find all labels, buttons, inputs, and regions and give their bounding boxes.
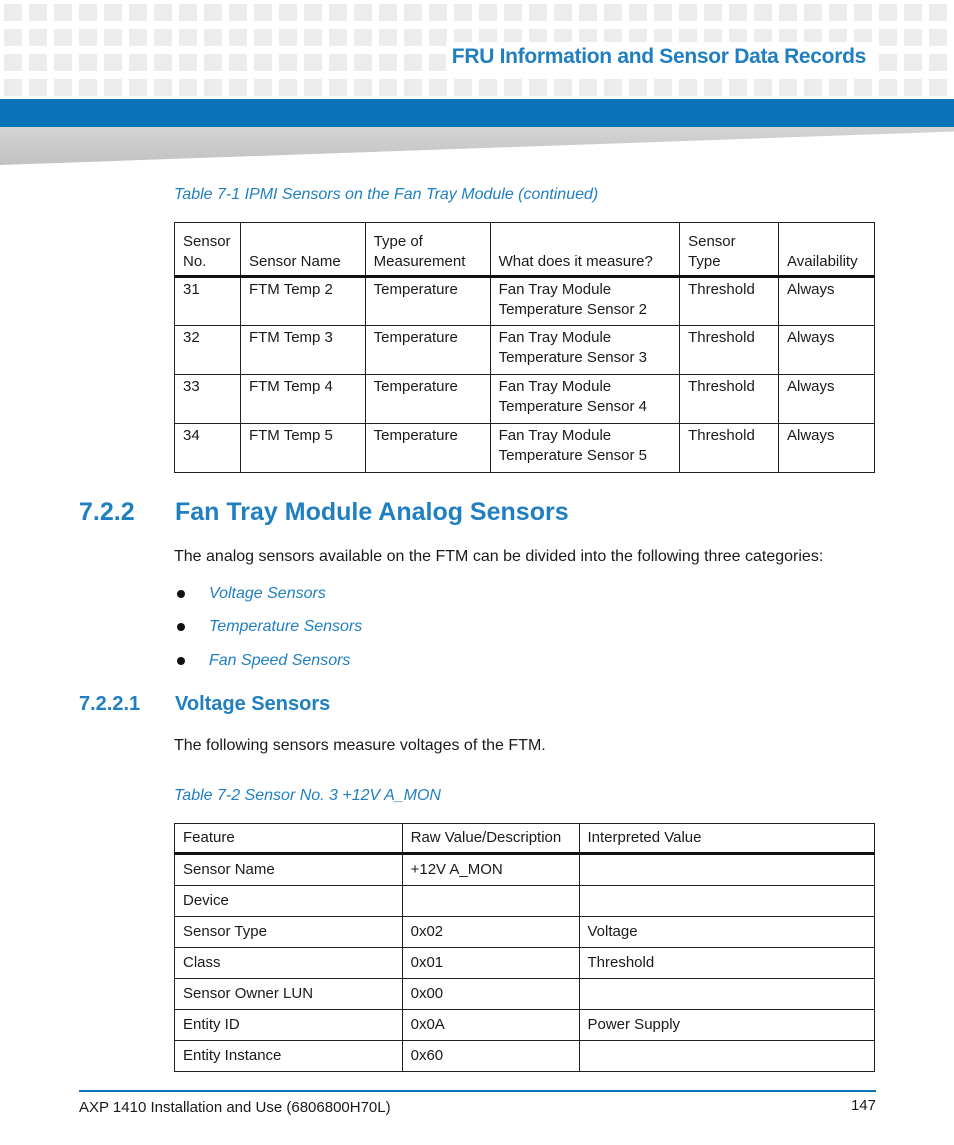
header-dot — [279, 79, 297, 96]
header-dot — [829, 79, 847, 96]
table-cell: 31 — [175, 277, 241, 326]
table-cell: Threshold — [680, 326, 779, 375]
table-cell: Sensor Owner LUN — [175, 979, 403, 1010]
table-cell: Threshold — [680, 277, 779, 326]
header-dot — [754, 4, 772, 21]
table-cell: 32 — [175, 326, 241, 375]
header-dot — [429, 29, 447, 46]
header-dot — [304, 4, 322, 21]
column-header: What does it measure? — [490, 223, 680, 277]
header-dot — [929, 54, 947, 71]
header-dot — [404, 29, 422, 46]
header-dot — [104, 4, 122, 21]
header-dot — [4, 79, 22, 96]
header-dot — [804, 79, 822, 96]
table-row — [175, 277, 875, 326]
header-dot — [929, 79, 947, 96]
table-cell — [402, 886, 579, 917]
header-dot — [179, 29, 197, 46]
category-item — [174, 611, 362, 645]
header-dot — [354, 29, 372, 46]
header-dot — [879, 4, 897, 21]
table-cell — [579, 1041, 875, 1072]
bullet-icon — [177, 623, 185, 631]
table-cell: Always — [779, 375, 875, 424]
table-row — [175, 886, 875, 917]
subsection-heading — [79, 693, 330, 716]
table-cell: Power Supply — [579, 1010, 875, 1041]
table-cell — [579, 979, 875, 1010]
table-cell: Always — [779, 424, 875, 473]
header-dot — [154, 29, 172, 46]
header-dot — [204, 79, 222, 96]
table-cell: Threshold — [579, 948, 875, 979]
header-dot — [179, 79, 197, 96]
running-header-title: FRU Information and Sensor Data Records — [446, 42, 872, 72]
table-cell: FTM Temp 3 — [240, 326, 365, 375]
header-dot — [654, 4, 672, 21]
table-cell: +12V A_MON — [402, 854, 579, 886]
table-cell: Fan Tray Module Temperature Sensor 4 — [490, 375, 680, 424]
category-item — [174, 644, 362, 678]
header-dot — [79, 54, 97, 71]
header-dot — [279, 29, 297, 46]
header-dot — [279, 54, 297, 71]
table-cell: Fan Tray Module Temperature Sensor 5 — [490, 424, 680, 473]
table-cell: 0x01 — [402, 948, 579, 979]
header-dot — [504, 79, 522, 96]
header-dot — [179, 54, 197, 71]
table-cell: 0x00 — [402, 979, 579, 1010]
table-cell: Temperature — [365, 277, 490, 326]
header-dot — [79, 4, 97, 21]
header-dot — [254, 29, 272, 46]
table-cell: Device — [175, 886, 403, 917]
header-dot — [529, 4, 547, 21]
header-dot — [454, 79, 472, 96]
table-cell: Fan Tray Module Temperature Sensor 2 — [490, 277, 680, 326]
header-dot — [929, 29, 947, 46]
table2-caption: Table 7-2 Sensor No. 3 +12V A_MON — [174, 787, 441, 804]
table-cell: Threshold — [680, 424, 779, 473]
header-dot — [629, 4, 647, 21]
header-dot — [79, 79, 97, 96]
header-dot — [604, 79, 622, 96]
header-dot — [504, 4, 522, 21]
header-dot — [129, 4, 147, 21]
header-dot — [129, 79, 147, 96]
column-header: Type of Measurement — [365, 223, 490, 277]
header-dot — [279, 4, 297, 21]
table-row — [175, 326, 875, 375]
header-dot — [4, 4, 22, 21]
header-dot — [479, 4, 497, 21]
table-cell: Class — [175, 948, 403, 979]
header-dot — [54, 4, 72, 21]
header-dot — [379, 4, 397, 21]
table-cell — [579, 854, 875, 886]
header-dot — [229, 29, 247, 46]
table-row — [175, 854, 875, 886]
header-dot — [204, 4, 222, 21]
header-dot — [329, 79, 347, 96]
section-heading — [79, 498, 569, 527]
header-dot — [229, 79, 247, 96]
table-row — [175, 948, 875, 979]
column-header: Interpreted Value — [579, 824, 875, 854]
table1-caption: Table 7-1 IPMI Sensors on the Fan Tray Module (continued) — [174, 186, 599, 203]
header-dot — [929, 4, 947, 21]
header-dot — [129, 29, 147, 46]
table-row — [175, 979, 875, 1010]
header-dot — [429, 54, 447, 71]
header-dot — [454, 4, 472, 21]
header-dot — [54, 79, 72, 96]
header-dot — [879, 29, 897, 46]
table-row — [175, 1041, 875, 1072]
header-dot — [354, 54, 372, 71]
header-dot — [404, 79, 422, 96]
ipmi-sensors-table — [174, 222, 875, 473]
table-cell: FTM Temp 4 — [240, 375, 365, 424]
header-dot — [329, 4, 347, 21]
table-cell: 34 — [175, 424, 241, 473]
bullet-icon — [177, 657, 185, 665]
header-dot — [154, 4, 172, 21]
column-header: Sensor No. — [175, 223, 241, 277]
header-dot — [104, 29, 122, 46]
section-title: Fan Tray Module Analog Sensors — [175, 498, 569, 526]
header-dot — [654, 79, 672, 96]
header-dot — [429, 4, 447, 21]
header-dot — [904, 4, 922, 21]
header-dot — [404, 4, 422, 21]
table-row — [175, 424, 875, 473]
table-cell: 0x60 — [402, 1041, 579, 1072]
header-dot — [254, 79, 272, 96]
table-cell: Entity ID — [175, 1010, 403, 1041]
header-dot — [29, 79, 47, 96]
header-dot — [154, 54, 172, 71]
header-dot — [529, 79, 547, 96]
header-dot — [804, 4, 822, 21]
table-cell: 0x0A — [402, 1010, 579, 1041]
table-row — [175, 375, 875, 424]
footer-document-title: AXP 1410 Installation and Use (6806800H70L) — [79, 1099, 391, 1116]
header-dot — [379, 54, 397, 71]
header-dot — [354, 79, 372, 96]
table-cell: Always — [779, 326, 875, 375]
header-dot — [779, 4, 797, 21]
header-dot — [54, 29, 72, 46]
header-dot — [154, 79, 172, 96]
table-row — [175, 1010, 875, 1041]
table-cell: Fan Tray Module Temperature Sensor 3 — [490, 326, 680, 375]
header-dot — [104, 54, 122, 71]
header-dot — [329, 54, 347, 71]
header-grey-wedge — [0, 127, 954, 165]
footer-rule — [79, 1090, 876, 1092]
subsection-intro: The following sensors measure voltages of the FTM. — [174, 737, 546, 754]
table-cell: Temperature — [365, 326, 490, 375]
header-dot — [304, 54, 322, 71]
column-header: Sensor Name — [240, 223, 365, 277]
column-header: Feature — [175, 824, 403, 854]
table-cell: Temperature — [365, 424, 490, 473]
header-dot — [29, 54, 47, 71]
header-dot — [229, 54, 247, 71]
header-dot — [304, 79, 322, 96]
header-dot — [854, 79, 872, 96]
header-dot — [879, 54, 897, 71]
header-dot — [29, 4, 47, 21]
header-dot — [354, 4, 372, 21]
header-dot — [129, 54, 147, 71]
header-dot — [204, 54, 222, 71]
header-dot — [579, 4, 597, 21]
header-dot — [779, 79, 797, 96]
header-dot — [629, 79, 647, 96]
table-cell: Sensor Type — [175, 917, 403, 948]
header-dot — [904, 29, 922, 46]
header-dot — [229, 4, 247, 21]
header-dot — [4, 29, 22, 46]
table-cell: Threshold — [680, 375, 779, 424]
column-header: Availability — [779, 223, 875, 277]
header-dot — [179, 4, 197, 21]
header-dot — [579, 79, 597, 96]
header-dot — [904, 79, 922, 96]
header-dot — [79, 29, 97, 46]
header-dot — [4, 54, 22, 71]
table-cell: 0x02 — [402, 917, 579, 948]
table-cell: 33 — [175, 375, 241, 424]
header-dot — [679, 4, 697, 21]
table-row — [175, 917, 875, 948]
table-cell: FTM Temp 2 — [240, 277, 365, 326]
header-dot — [879, 79, 897, 96]
category-link[interactable]: Temperature Sensors — [209, 618, 363, 636]
table-cell: Sensor Name — [175, 854, 403, 886]
header-dot — [304, 29, 322, 46]
header-dot — [29, 29, 47, 46]
sensor-details-table — [174, 823, 875, 1072]
table-cell: Voltage — [579, 917, 875, 948]
header-dot — [379, 79, 397, 96]
header-dot — [704, 79, 722, 96]
bullet-icon — [177, 590, 185, 598]
header-dot — [379, 29, 397, 46]
header-dot — [854, 4, 872, 21]
header-dot — [829, 4, 847, 21]
column-header: Raw Value/Description — [402, 824, 579, 854]
header-dot — [204, 29, 222, 46]
table-cell: Always — [779, 277, 875, 326]
table-cell: Temperature — [365, 375, 490, 424]
category-link[interactable]: Fan Speed Sensors — [209, 651, 351, 669]
header-dot — [254, 4, 272, 21]
header-dot — [729, 79, 747, 96]
header-dot — [254, 54, 272, 71]
subsection-title: Voltage Sensors — [175, 693, 331, 715]
category-link[interactable]: Voltage Sensors — [209, 584, 326, 602]
header-dot — [554, 4, 572, 21]
header-dot — [754, 79, 772, 96]
header-dot — [904, 54, 922, 71]
table-cell: FTM Temp 5 — [240, 424, 365, 473]
table-cell — [579, 886, 875, 917]
column-header: Sensor Type — [680, 223, 779, 277]
header-dot — [704, 4, 722, 21]
header-dot — [54, 54, 72, 71]
header-blue-bar — [0, 99, 954, 127]
header-dot — [554, 79, 572, 96]
header-dot — [429, 79, 447, 96]
page-number: 147 — [850, 1097, 876, 1114]
header-dot — [729, 4, 747, 21]
header-dot — [679, 79, 697, 96]
header-dot — [404, 54, 422, 71]
header-dot — [329, 29, 347, 46]
category-item — [174, 577, 362, 611]
header-dot — [479, 79, 497, 96]
subsection-number: 7.2.2.1 — [79, 693, 141, 715]
category-list — [174, 577, 362, 678]
table-cell: Entity Instance — [175, 1041, 403, 1072]
section-intro: The analog sensors available on the FTM can be divided into the following three categories: — [174, 548, 824, 565]
header-dot — [104, 79, 122, 96]
section-number: 7.2.2 — [79, 498, 135, 526]
header-dot — [604, 4, 622, 21]
